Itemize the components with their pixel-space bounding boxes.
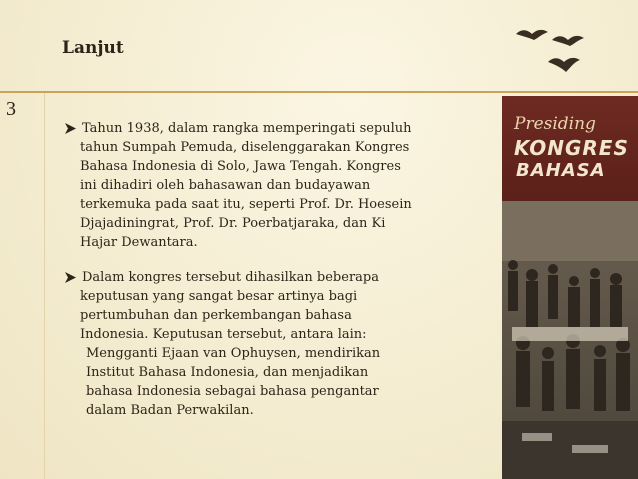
cover-bahasa-text: BAHASA bbox=[516, 160, 606, 181]
arrow-bullet-icon bbox=[64, 268, 78, 287]
bullet-line: Tahun 1938, dalam rangka memperingati sepuluh bbox=[82, 121, 412, 136]
bullet-line: Institut Bahasa Indonesia, dan menjadikan bbox=[86, 365, 369, 380]
birds-ornament-icon bbox=[508, 18, 586, 80]
slide-number: 3 bbox=[6, 98, 16, 120]
bullet-line: ini dihadiri oleh bahasawan dan budayawan bbox=[80, 178, 371, 193]
bullet-item bbox=[64, 119, 474, 252]
bullet-line: keputusan yang sangat besar artinya bagi bbox=[80, 289, 358, 304]
bullet-line: pertumbuhan dan perkembangan bahasa bbox=[80, 308, 352, 323]
book-cover-image bbox=[502, 96, 638, 479]
left-divider bbox=[44, 93, 45, 479]
bullet-line: Bahasa Indonesia di Solo, Jawa Tengah. Kongres bbox=[80, 159, 401, 174]
bullet-line: bahasa Indonesia sebagai bahasa pengantar bbox=[86, 384, 379, 399]
cover-kongres-text: KONGRES bbox=[514, 136, 629, 160]
book-cover-title-panel bbox=[502, 96, 638, 206]
arrow-bullet-icon bbox=[64, 119, 78, 138]
bullet-line: Mengganti Ejaan van Ophuysen, mendirikan bbox=[86, 346, 381, 361]
bullet-line: tahun Sumpah Pemuda, diselenggarakan Kongres bbox=[80, 140, 410, 155]
slide-title: Lanjut bbox=[62, 38, 124, 58]
congress-photo-illustration bbox=[502, 201, 638, 479]
bullet-line: Djajadiningrat, Prof. Dr. Poerbatjaraka, dan Ki bbox=[80, 216, 386, 231]
bullet-item bbox=[64, 268, 474, 420]
bullet-line: Hajar Dewantara. bbox=[80, 235, 198, 250]
bullet-line: Indonesia. Keputusan tersebut, antara lain: bbox=[80, 327, 367, 342]
slide-header bbox=[0, 0, 638, 93]
bullet-line: terkemuka pada saat itu, seperti Prof. Dr. Hoesein bbox=[80, 197, 412, 212]
cover-presiding-text: Presiding bbox=[514, 114, 596, 134]
bullet-line: dalam Badan Perwakilan. bbox=[86, 403, 254, 418]
bullet-line: Dalam kongres tersebut dihasilkan beberapa bbox=[82, 270, 379, 285]
